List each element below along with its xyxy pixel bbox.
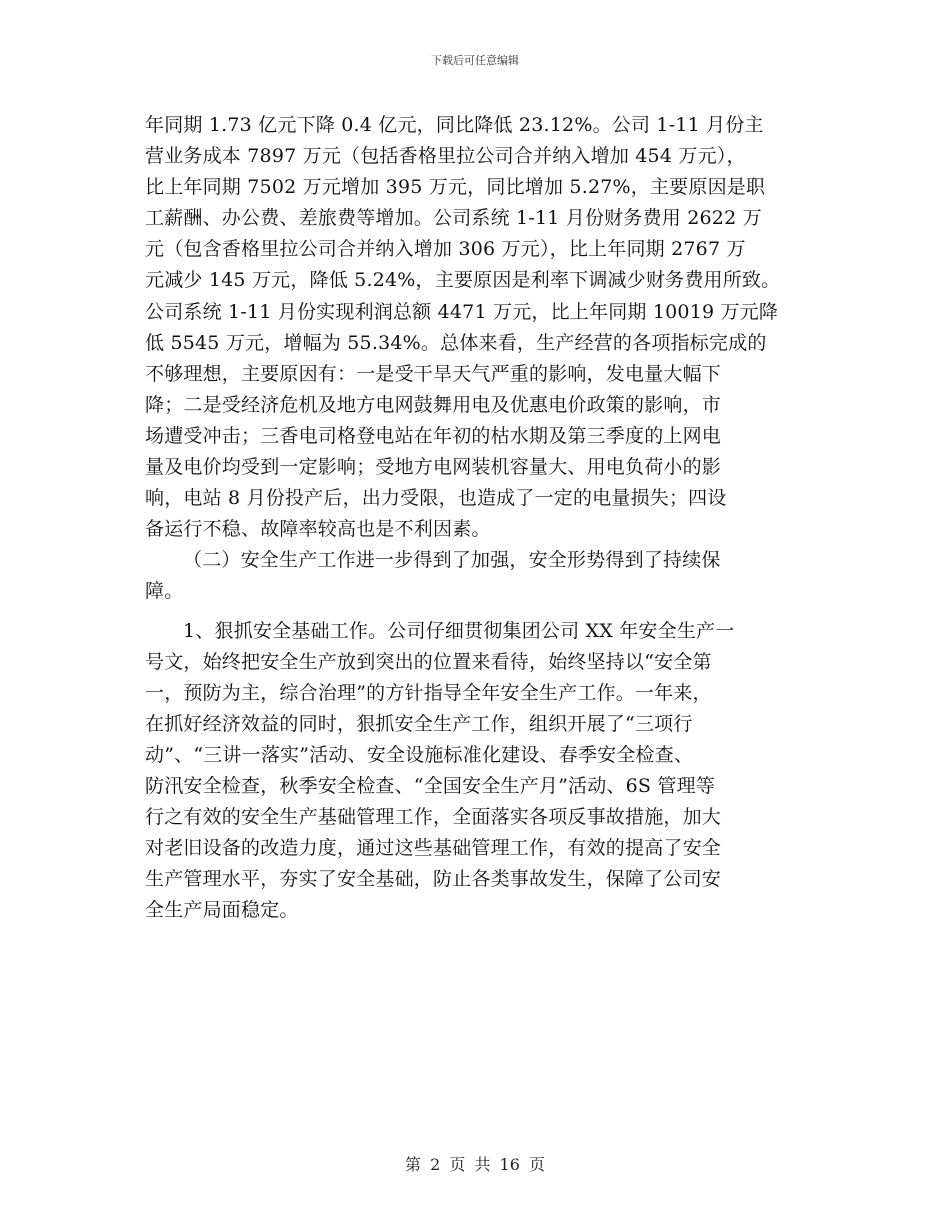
document-body	[145, 110, 835, 926]
heading-line: 障。	[145, 580, 184, 603]
text-line: 场遭受冲击；三香电司格登电站在年初的枯水期及第三季度的上网电	[145, 424, 722, 447]
text-line: 低 5545 万元，增幅为 55.34%。总体来看，生产经营的各项指标完成的	[145, 331, 767, 354]
text-line: 防汛安全检查，秋季安全检查、“全国安全生产月”活动、6S 管理等	[145, 774, 715, 797]
text-line: 元（包含香格里拉公司合并纳入增加 306 万元），比上年同期 2767 万	[145, 238, 746, 261]
heading-line: （二）安全生产工作进一步得到了加强，安全形势得到了持续保	[183, 549, 721, 572]
page-footer-page-number: 第 2 页 共 16 页	[405, 1155, 545, 1174]
text-line: 营业务成本 7897 万元（包括香格里拉公司合并纳入增加 454 万元），	[145, 145, 746, 168]
page-header: 下载后可任意编辑	[431, 54, 519, 67]
text-line: 比上年同期 7502 万元增加 395 万元，同比增加 5.27%，主要原因是职	[145, 176, 766, 199]
text-line: 量及电价均受到一定影响；受地方电网装机容量大、用电负荷小的影	[145, 456, 722, 479]
text-line: 响，电站 8 月份投产后，出力受限，也造成了一定的电量损失；四设	[145, 487, 727, 510]
text-line: 不够理想，主要原因有：一是受干旱天气严重的影响，发电量大幅下	[145, 362, 722, 385]
text-line: 工薪酬、办公费、差旅费等增加。公司系统 1-11 月份财务费用 2622 万	[145, 207, 762, 230]
section-heading-safety	[145, 545, 835, 607]
text-line: 生产管理水平，夯实了安全基础，防止各类事故发生，保障了公司安	[145, 868, 722, 891]
paragraph-spacer	[145, 608, 835, 616]
text-line: 动”、“三讲一落实”活动、安全设施标准化建设、春季安全检查、	[145, 743, 694, 766]
text-line: 一，预防为主，综合治理”的方针指导全年安全生产工作。一年来，	[145, 681, 712, 704]
text-line: 行之有效的安全生产基础管理工作，全面落实各项反事故措施，加大	[145, 806, 722, 829]
text-line: 在抓好经济效益的同时，狠抓安全生产工作，组织开展了“三项行	[145, 712, 693, 735]
paragraph-financial-summary	[145, 110, 835, 545]
paragraph-safety-foundation	[145, 616, 835, 927]
text-line: 备运行不稳、故障率较高也是不利因素。	[145, 518, 491, 541]
text-line: 公司系统 1-11 月份实现利润总额 4471 万元，比上年同期 10019 万元降	[145, 300, 779, 323]
text-line: 号文，始终把安全生产放到突出的位置来看待，始终坚持以“安全第	[145, 650, 712, 673]
text-line: 降；二是受经济危机及地方电网鼓舞用电及优惠电价政策的影响，市	[145, 393, 722, 416]
text-line: 年同期 1.73 亿元下降 0.4 亿元，同比降低 23.12%。公司 1-11 月份主	[145, 114, 764, 136]
text-line: 元减少 145 万元，降低 5.24%，主要原因是利率下调减少财务费用所致。	[145, 269, 781, 292]
text-line: 全生产局面稳定。	[145, 899, 299, 922]
text-line: 对老旧设备的改造力度，通过这些基础管理工作，有效的提高了安全	[145, 837, 722, 860]
text-line: 1、狠抓安全基础工作。公司仔细贯彻集团公司 XX 年安全生产一	[183, 619, 735, 642]
